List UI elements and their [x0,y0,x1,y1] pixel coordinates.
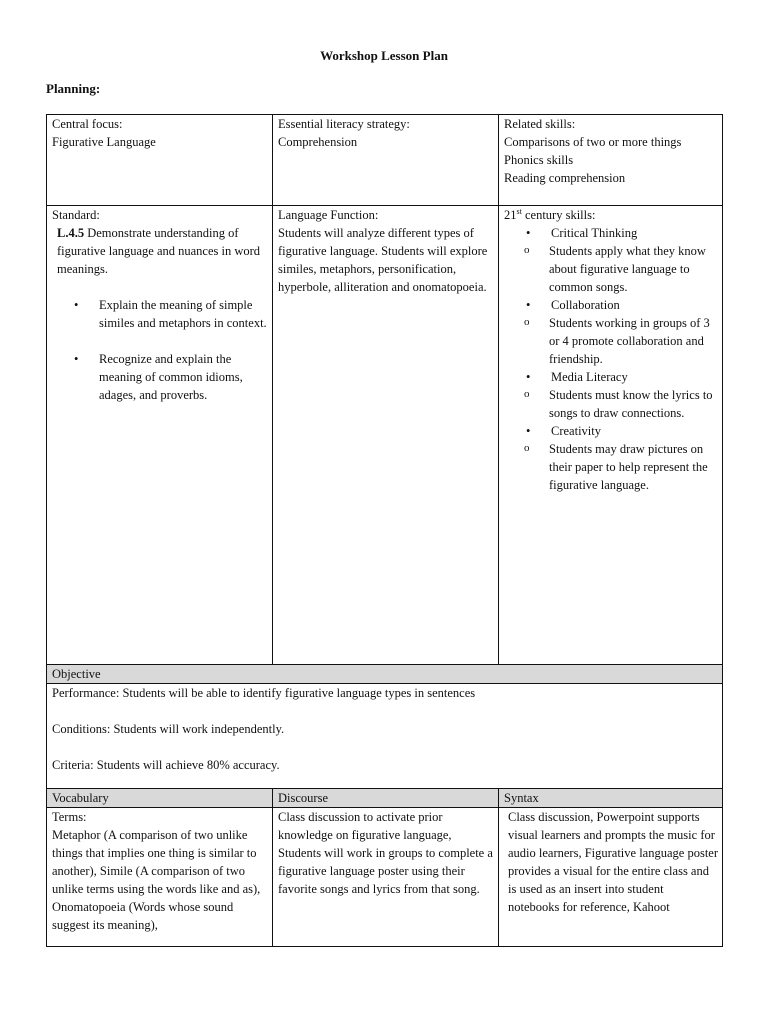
objective-conditions: Conditions: Students will work independently. [52,722,285,736]
standard-bullet: • Explain the meaning of simple similes and metaphors in context. [52,296,268,332]
century-skill-name: • Critical Thinking [504,224,718,242]
planning-heading: Planning: [46,81,101,96]
vocabulary-cell [47,808,273,947]
century-skill-detail: o Students working in groups of 3 or 4 promote collaboration and friendship. [504,314,718,368]
related-skill-item: Phonics skills [504,153,574,167]
vocabulary-text: Metaphor (A comparison of two unlike things that implies one thing is similar to another), Simile (A comparison of two unlike terms using the words like and as), Onomatopoeia (Words whose sound suggest its meaning), [52,828,261,932]
related-skills-label: Related skills: [504,117,576,131]
discourse-text: Class discussion to activate prior knowledge on figurative language, Students will work in groups to complete a figurative language poster using their favorite songs and lyrics from that song. [278,810,493,896]
document-title: Workshop Lesson Plan [320,48,448,63]
lesson-plan-table [46,114,723,947]
objective-header-row [47,665,723,684]
vocab-content-row [47,808,723,947]
standard-text: Demonstrate understanding of figurative language and nuances in word meanings. [57,226,261,276]
objective-header: Objective [47,665,723,684]
strategy-value: Comprehension [278,135,358,149]
standard-bullet-list [52,296,268,332]
related-skill-item: Comparisons of two or more things [504,135,682,149]
century-skill-detail: o Students apply what they know about figurative language to common songs. [504,242,718,296]
central-focus-cell [47,115,273,206]
standard-bullet: • Recognize and explain the meaning of common idioms, adages, and proverbs. [52,350,268,404]
standard-cell [47,206,273,665]
objective-criteria: Criteria: Students will achieve 80% accuracy. [52,758,280,772]
standards-row [47,206,723,665]
objective-performance: Performance: Students will be able to identify figurative language types in sentences [52,686,476,700]
vocabulary-terms-label: Terms: [52,810,87,824]
objective-body [47,684,723,789]
standard-label: Standard: [52,208,100,222]
focus-row [47,115,723,206]
central-focus-label: Central focus: [52,117,123,131]
century-skill-detail: o Students may draw pictures on their paper to help represent the figurative language. [504,440,718,494]
century-skill-name: • Creativity [504,422,718,440]
standard-description [52,224,268,278]
century-skills-label: 21st century skills: [504,206,596,222]
century-skills-cell [499,206,723,665]
central-focus-value: Figurative Language [52,135,156,149]
language-function-cell [273,206,499,665]
standard-bullet-list [52,350,268,404]
century-skill-detail: o Students must know the lyrics to songs to draw connections. [504,386,718,422]
strategy-cell [273,115,499,206]
strategy-label: Essential literacy strategy: [278,117,410,131]
century-skill-name: • Media Literacy [504,368,718,386]
language-function-text: Students will analyze different types of figurative language. Students will explore similes, metaphors, personification, hyperbole, alliteration and onomatopoeia. [278,226,488,294]
language-function-label: Language Function: [278,208,379,222]
century-skill-name: • Collaboration [504,296,718,314]
discourse-cell [273,808,499,947]
related-skill-item: Reading comprehension [504,171,626,185]
syntax-header: Syntax [499,789,723,808]
syntax-cell [499,808,723,947]
objective-body-row [47,684,723,789]
century-skills-list [504,224,718,494]
vocabulary-header: Vocabulary [47,789,273,808]
related-skills-cell [499,115,723,206]
vocab-header-row [47,789,723,808]
standard-code: L.4.5 [57,226,85,240]
syntax-text: Class discussion, Powerpoint supports visual learners and prompts the music for audio learners, Figurative language poster provides a visual for the entire class and is used as an insert into student notebooks for reference, Kahoot [508,810,718,914]
discourse-header: Discourse [273,789,499,808]
